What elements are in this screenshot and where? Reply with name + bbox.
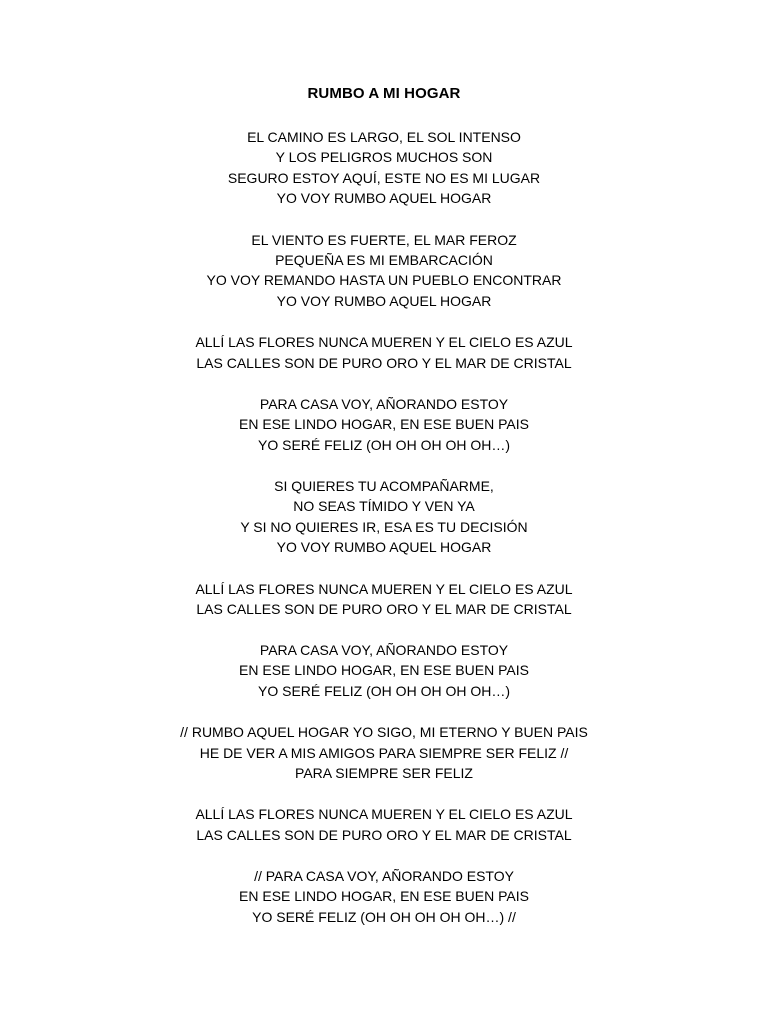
lyric-line: ALLÍ LAS FLORES NUNCA MUEREN Y EL CIELO ES AZUL (195, 334, 573, 350)
lyric-line: Y SI NO QUIERES IR, ESA ES TU DECISIÓN (240, 519, 528, 535)
lyric-line: EN ESE LINDO HOGAR, EN ESE BUEN PAIS (239, 662, 529, 678)
lyric-line: YO VOY RUMBO AQUEL HOGAR (276, 539, 492, 555)
lyric-line: YO SERÉ FELIZ (OH OH OH OH OH…) (257, 683, 511, 699)
lyric-line: YO VOY RUMBO AQUEL HOGAR (276, 190, 492, 206)
lyric-line: PEQUEÑA ES MI EMBARCACIÓN (275, 252, 493, 268)
document-title: RUMBO A MI HOGAR (307, 85, 461, 102)
lyric-line: LAS CALLES SON DE PURO ORO Y EL MAR DE CRISTAL (196, 601, 572, 617)
lyric-line: HE DE VER A MIS AMIGOS PARA SIEMPRE SER FELIZ // (199, 745, 569, 761)
lyric-line: LAS CALLES SON DE PURO ORO Y EL MAR DE CRISTAL (196, 355, 572, 371)
lyric-line: SEGURO ESTOY AQUÍ, ESTE NO ES MI LUGAR (227, 170, 541, 186)
lyric-line: YO VOY REMANDO HASTA UN PUEBLO ENCONTRAR (206, 272, 562, 288)
lyric-line: ALLÍ LAS FLORES NUNCA MUEREN Y EL CIELO ES AZUL (195, 806, 573, 822)
lyric-line: SI QUIERES TU ACOMPAÑARME, (274, 478, 494, 494)
lyric-line: EL CAMINO ES LARGO, EL SOL INTENSO (247, 129, 521, 145)
lyric-line: EN ESE LINDO HOGAR, EN ESE BUEN PAIS (239, 416, 529, 432)
lyric-line: PARA CASA VOY, AÑORANDO ESTOY (259, 642, 509, 658)
lyric-line: EN ESE LINDO HOGAR, EN ESE BUEN PAIS (239, 888, 529, 904)
lyric-line: PARA SIEMPRE SER FELIZ (295, 765, 473, 781)
lyric-line: // PARA CASA VOY, AÑORANDO ESTOY (254, 868, 514, 884)
lyric-line: // RUMBO AQUEL HOGAR YO SIGO, MI ETERNO Y BUEN PAIS (180, 724, 588, 740)
lyric-line: Y LOS PELIGROS MUCHOS SON (275, 149, 493, 165)
lyric-line: PARA CASA VOY, AÑORANDO ESTOY (259, 396, 509, 412)
lyric-line: NO SEAS TÍMIDO Y VEN YA (293, 498, 475, 514)
lyric-line: EL VIENTO ES FUERTE, EL MAR FEROZ (251, 232, 517, 248)
lyric-line: ALLÍ LAS FLORES NUNCA MUEREN Y EL CIELO ES AZUL (195, 581, 573, 597)
lyric-line: YO SERÉ FELIZ (OH OH OH OH OH…) (257, 437, 511, 453)
lyric-line: YO SERÉ FELIZ (OH OH OH OH OH…) // (252, 909, 516, 925)
lyric-line: LAS CALLES SON DE PURO ORO Y EL MAR DE CRISTAL (196, 827, 572, 843)
lyric-line: YO VOY RUMBO AQUEL HOGAR (276, 293, 492, 309)
